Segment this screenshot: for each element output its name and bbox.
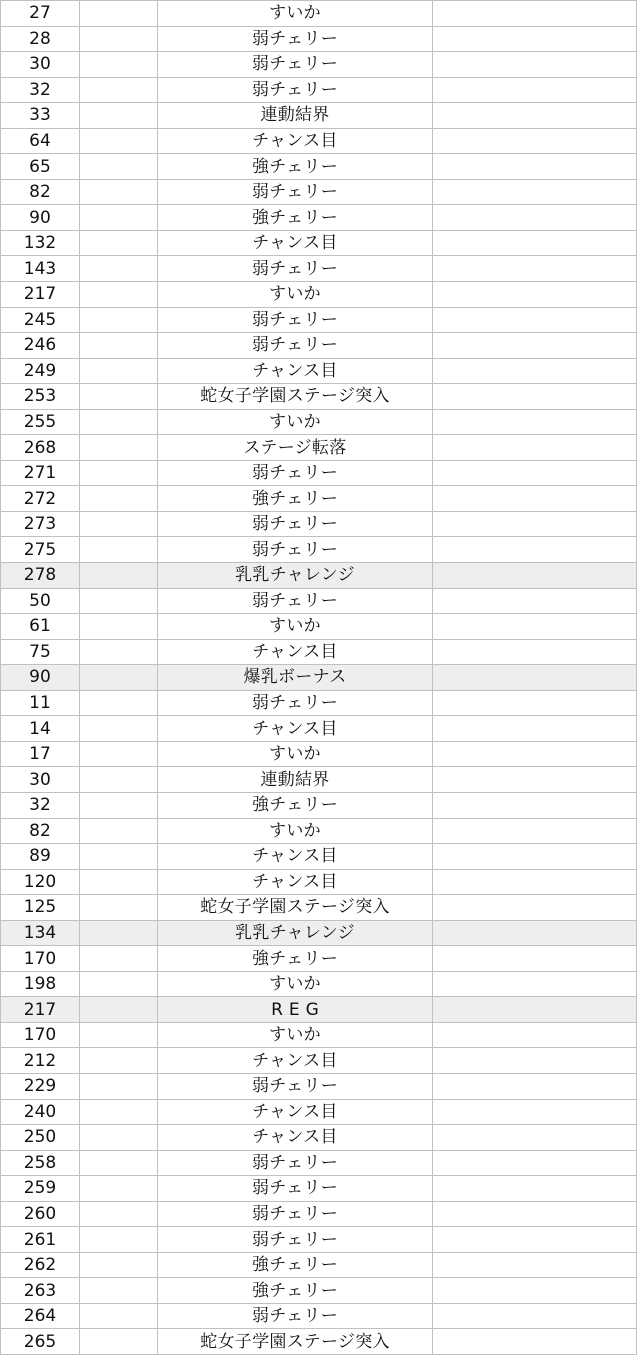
event-cell: チャンス目 xyxy=(158,869,433,895)
table-row xyxy=(1,563,637,589)
table-row xyxy=(1,77,637,103)
empty-cell xyxy=(433,537,637,563)
empty-cell xyxy=(80,537,158,563)
empty-cell xyxy=(433,1201,637,1227)
game-count-cell: 82 xyxy=(1,179,80,205)
table-row xyxy=(1,767,637,793)
empty-cell xyxy=(433,282,637,308)
table-row xyxy=(1,1329,637,1355)
empty-cell xyxy=(433,665,637,691)
table-row xyxy=(1,1099,637,1125)
event-cell: チャンス目 xyxy=(158,1125,433,1151)
empty-cell xyxy=(80,1329,158,1355)
empty-cell xyxy=(433,1073,637,1099)
game-count-cell: 263 xyxy=(1,1278,80,1304)
empty-cell xyxy=(80,741,158,767)
empty-cell xyxy=(80,1150,158,1176)
game-count-cell: 261 xyxy=(1,1227,80,1253)
event-cell: 爆乳ボーナス xyxy=(158,665,433,691)
empty-cell xyxy=(433,1227,637,1253)
event-cell: すいか xyxy=(158,741,433,767)
game-count-cell: 30 xyxy=(1,52,80,78)
empty-cell xyxy=(433,486,637,512)
empty-cell xyxy=(80,333,158,359)
empty-cell xyxy=(80,971,158,997)
event-cell: REG xyxy=(158,997,433,1023)
empty-cell xyxy=(80,77,158,103)
empty-cell xyxy=(433,179,637,205)
game-count-cell: 217 xyxy=(1,997,80,1023)
empty-cell xyxy=(433,639,637,665)
empty-cell xyxy=(80,256,158,282)
empty-cell xyxy=(433,460,637,486)
event-cell: 弱チェリー xyxy=(158,52,433,78)
table-row xyxy=(1,1252,637,1278)
event-cell: 弱チェリー xyxy=(158,1073,433,1099)
game-count-cell: 198 xyxy=(1,971,80,997)
table-row xyxy=(1,741,637,767)
table-row xyxy=(1,1022,637,1048)
event-cell: 弱チェリー xyxy=(158,537,433,563)
table-row xyxy=(1,1201,637,1227)
event-cell: 強チェリー xyxy=(158,154,433,180)
game-count-cell: 17 xyxy=(1,741,80,767)
game-count-cell: 170 xyxy=(1,1022,80,1048)
table-row xyxy=(1,511,637,537)
empty-cell xyxy=(80,103,158,129)
event-cell: 弱チェリー xyxy=(158,1303,433,1329)
event-cell: 弱チェリー xyxy=(158,333,433,359)
table-row xyxy=(1,792,637,818)
table-row xyxy=(1,1125,637,1151)
empty-cell xyxy=(80,716,158,742)
event-cell: すいか xyxy=(158,1022,433,1048)
game-count-cell: 264 xyxy=(1,1303,80,1329)
event-cell: 弱チェリー xyxy=(158,77,433,103)
game-count-cell: 275 xyxy=(1,537,80,563)
empty-cell xyxy=(80,895,158,921)
empty-cell xyxy=(80,52,158,78)
game-count-cell: 120 xyxy=(1,869,80,895)
game-count-cell: 14 xyxy=(1,716,80,742)
game-count-cell: 273 xyxy=(1,511,80,537)
table-row xyxy=(1,1,637,27)
table-row xyxy=(1,537,637,563)
table-row xyxy=(1,282,637,308)
event-cell: 弱チェリー xyxy=(158,1227,433,1253)
game-count-cell: 32 xyxy=(1,77,80,103)
event-cell: 弱チェリー xyxy=(158,511,433,537)
empty-cell xyxy=(80,230,158,256)
empty-cell xyxy=(80,792,158,818)
empty-cell xyxy=(433,52,637,78)
game-count-cell: 134 xyxy=(1,920,80,946)
event-cell: チャンス目 xyxy=(158,844,433,870)
table-row xyxy=(1,895,637,921)
event-cell: チャンス目 xyxy=(158,128,433,154)
empty-cell xyxy=(433,844,637,870)
event-cell: 強チェリー xyxy=(158,1252,433,1278)
empty-cell xyxy=(80,639,158,665)
empty-cell xyxy=(80,205,158,231)
game-count-cell: 217 xyxy=(1,282,80,308)
event-cell: 連動結界 xyxy=(158,103,433,129)
empty-cell xyxy=(80,665,158,691)
empty-cell xyxy=(433,716,637,742)
event-cell: 弱チェリー xyxy=(158,256,433,282)
empty-cell xyxy=(433,563,637,589)
event-cell: 弱チェリー xyxy=(158,588,433,614)
empty-cell xyxy=(433,103,637,129)
game-count-cell: 11 xyxy=(1,690,80,716)
empty-cell xyxy=(433,1099,637,1125)
empty-cell xyxy=(433,256,637,282)
table-row xyxy=(1,230,637,256)
table-row xyxy=(1,971,637,997)
table-row xyxy=(1,384,637,410)
table-row xyxy=(1,358,637,384)
empty-cell xyxy=(80,614,158,640)
empty-cell xyxy=(433,1022,637,1048)
empty-cell xyxy=(433,1,637,27)
empty-cell xyxy=(80,563,158,589)
event-cell: チャンス目 xyxy=(158,230,433,256)
event-cell: すいか xyxy=(158,282,433,308)
game-count-cell: 278 xyxy=(1,563,80,589)
empty-cell xyxy=(80,767,158,793)
game-count-cell: 245 xyxy=(1,307,80,333)
table-row xyxy=(1,205,637,231)
game-count-cell: 75 xyxy=(1,639,80,665)
game-count-cell: 260 xyxy=(1,1201,80,1227)
table-row xyxy=(1,435,637,461)
event-cell: すいか xyxy=(158,818,433,844)
empty-cell xyxy=(80,844,158,870)
event-cell: 弱チェリー xyxy=(158,1150,433,1176)
game-count-cell: 170 xyxy=(1,946,80,972)
game-count-cell: 265 xyxy=(1,1329,80,1355)
event-cell: 弱チェリー xyxy=(158,690,433,716)
table-row xyxy=(1,1176,637,1202)
table-row xyxy=(1,716,637,742)
table-row xyxy=(1,460,637,486)
empty-cell xyxy=(433,358,637,384)
empty-cell xyxy=(80,154,158,180)
table-row xyxy=(1,639,637,665)
event-cell: 蛇女子学園ステージ突入 xyxy=(158,384,433,410)
game-count-cell: 90 xyxy=(1,205,80,231)
table-row xyxy=(1,869,637,895)
empty-cell xyxy=(80,1303,158,1329)
table-row xyxy=(1,179,637,205)
empty-cell xyxy=(433,1150,637,1176)
event-cell: ステージ転落 xyxy=(158,435,433,461)
empty-cell xyxy=(80,690,158,716)
event-cell: 蛇女子学園ステージ突入 xyxy=(158,895,433,921)
game-count-cell: 240 xyxy=(1,1099,80,1125)
event-cell: 弱チェリー xyxy=(158,460,433,486)
table-row xyxy=(1,52,637,78)
empty-cell xyxy=(80,1099,158,1125)
event-cell: 蛇女子学園ステージ突入 xyxy=(158,1329,433,1355)
empty-cell xyxy=(433,205,637,231)
empty-cell xyxy=(433,1252,637,1278)
empty-cell xyxy=(433,511,637,537)
empty-cell xyxy=(80,358,158,384)
empty-cell xyxy=(433,792,637,818)
event-cell: チャンス目 xyxy=(158,1048,433,1074)
table-row xyxy=(1,614,637,640)
table-row xyxy=(1,486,637,512)
table-row xyxy=(1,128,637,154)
empty-cell xyxy=(80,1227,158,1253)
table-row xyxy=(1,1150,637,1176)
empty-cell xyxy=(80,1201,158,1227)
empty-cell xyxy=(433,1125,637,1151)
empty-cell xyxy=(80,1022,158,1048)
empty-cell xyxy=(80,486,158,512)
empty-cell xyxy=(433,614,637,640)
event-cell: チャンス目 xyxy=(158,639,433,665)
game-count-cell: 249 xyxy=(1,358,80,384)
game-count-cell: 132 xyxy=(1,230,80,256)
game-count-cell: 271 xyxy=(1,460,80,486)
empty-cell xyxy=(433,869,637,895)
table-row xyxy=(1,1048,637,1074)
event-cell: 乳乳チャレンジ xyxy=(158,920,433,946)
game-count-cell: 125 xyxy=(1,895,80,921)
empty-cell xyxy=(433,435,637,461)
empty-cell xyxy=(433,920,637,946)
table-row xyxy=(1,1278,637,1304)
empty-cell xyxy=(80,1,158,27)
empty-cell xyxy=(433,690,637,716)
empty-cell xyxy=(80,818,158,844)
game-count-cell: 89 xyxy=(1,844,80,870)
empty-cell xyxy=(433,1278,637,1304)
table-row xyxy=(1,690,637,716)
table-row xyxy=(1,1073,637,1099)
game-count-cell: 268 xyxy=(1,435,80,461)
event-cell: すいか xyxy=(158,971,433,997)
empty-cell xyxy=(80,1252,158,1278)
empty-cell xyxy=(80,1125,158,1151)
event-cell: 弱チェリー xyxy=(158,307,433,333)
game-count-cell: 90 xyxy=(1,665,80,691)
empty-cell xyxy=(80,1278,158,1304)
event-cell: すいか xyxy=(158,409,433,435)
event-cell: 乳乳チャレンジ xyxy=(158,563,433,589)
event-cell: チャンス目 xyxy=(158,716,433,742)
table-row xyxy=(1,818,637,844)
event-cell: 弱チェリー xyxy=(158,1201,433,1227)
game-count-cell: 259 xyxy=(1,1176,80,1202)
empty-cell xyxy=(80,1048,158,1074)
event-cell: 弱チェリー xyxy=(158,179,433,205)
game-count-cell: 212 xyxy=(1,1048,80,1074)
game-count-cell: 64 xyxy=(1,128,80,154)
game-count-cell: 255 xyxy=(1,409,80,435)
empty-cell xyxy=(433,384,637,410)
event-cell: 連動結界 xyxy=(158,767,433,793)
table-row xyxy=(1,154,637,180)
empty-cell xyxy=(433,333,637,359)
empty-cell xyxy=(433,1176,637,1202)
empty-cell xyxy=(433,971,637,997)
event-cell: 弱チェリー xyxy=(158,1176,433,1202)
event-cell: 弱チェリー xyxy=(158,26,433,52)
event-cell: 強チェリー xyxy=(158,205,433,231)
game-count-cell: 65 xyxy=(1,154,80,180)
game-count-cell: 250 xyxy=(1,1125,80,1151)
game-count-cell: 253 xyxy=(1,384,80,410)
table-row xyxy=(1,997,637,1023)
empty-cell xyxy=(433,741,637,767)
table-row xyxy=(1,844,637,870)
empty-cell xyxy=(433,895,637,921)
empty-cell xyxy=(433,77,637,103)
empty-cell xyxy=(433,230,637,256)
empty-cell xyxy=(80,1073,158,1099)
empty-cell xyxy=(433,1303,637,1329)
empty-cell xyxy=(433,946,637,972)
empty-cell xyxy=(80,128,158,154)
game-count-cell: 50 xyxy=(1,588,80,614)
event-cell: チャンス目 xyxy=(158,358,433,384)
game-log-body xyxy=(1,1,637,1355)
empty-cell xyxy=(433,1329,637,1355)
game-count-cell: 32 xyxy=(1,792,80,818)
empty-cell xyxy=(80,920,158,946)
table-row xyxy=(1,409,637,435)
empty-cell xyxy=(80,1176,158,1202)
game-count-cell: 33 xyxy=(1,103,80,129)
game-count-cell: 82 xyxy=(1,818,80,844)
empty-cell xyxy=(80,384,158,410)
empty-cell xyxy=(433,818,637,844)
event-cell: チャンス目 xyxy=(158,1099,433,1125)
game-count-cell: 246 xyxy=(1,333,80,359)
empty-cell xyxy=(80,179,158,205)
empty-cell xyxy=(80,588,158,614)
event-cell: 強チェリー xyxy=(158,792,433,818)
empty-cell xyxy=(80,511,158,537)
game-count-cell: 258 xyxy=(1,1150,80,1176)
game-count-cell: 61 xyxy=(1,614,80,640)
table-row xyxy=(1,256,637,282)
table-row xyxy=(1,103,637,129)
empty-cell xyxy=(433,26,637,52)
table-row xyxy=(1,920,637,946)
empty-cell xyxy=(80,409,158,435)
empty-cell xyxy=(80,282,158,308)
empty-cell xyxy=(433,767,637,793)
table-row xyxy=(1,1227,637,1253)
table-row xyxy=(1,333,637,359)
empty-cell xyxy=(80,435,158,461)
event-cell: 強チェリー xyxy=(158,486,433,512)
empty-cell xyxy=(80,946,158,972)
event-cell: 強チェリー xyxy=(158,946,433,972)
empty-cell xyxy=(433,588,637,614)
event-cell: すいか xyxy=(158,1,433,27)
empty-cell xyxy=(433,307,637,333)
game-count-cell: 30 xyxy=(1,767,80,793)
table-row xyxy=(1,665,637,691)
table-row xyxy=(1,946,637,972)
table-row xyxy=(1,588,637,614)
table-row xyxy=(1,307,637,333)
empty-cell xyxy=(433,128,637,154)
table-row xyxy=(1,26,637,52)
empty-cell xyxy=(80,26,158,52)
empty-cell xyxy=(80,997,158,1023)
empty-cell xyxy=(80,869,158,895)
game-count-cell: 229 xyxy=(1,1073,80,1099)
table-row xyxy=(1,1303,637,1329)
empty-cell xyxy=(80,307,158,333)
game-count-cell: 28 xyxy=(1,26,80,52)
empty-cell xyxy=(80,460,158,486)
game-count-cell: 143 xyxy=(1,256,80,282)
game-count-cell: 272 xyxy=(1,486,80,512)
game-count-cell: 262 xyxy=(1,1252,80,1278)
empty-cell xyxy=(433,997,637,1023)
empty-cell xyxy=(433,154,637,180)
event-cell: 強チェリー xyxy=(158,1278,433,1304)
empty-cell xyxy=(433,1048,637,1074)
event-cell: すいか xyxy=(158,614,433,640)
game-count-cell: 27 xyxy=(1,1,80,27)
empty-cell xyxy=(433,409,637,435)
